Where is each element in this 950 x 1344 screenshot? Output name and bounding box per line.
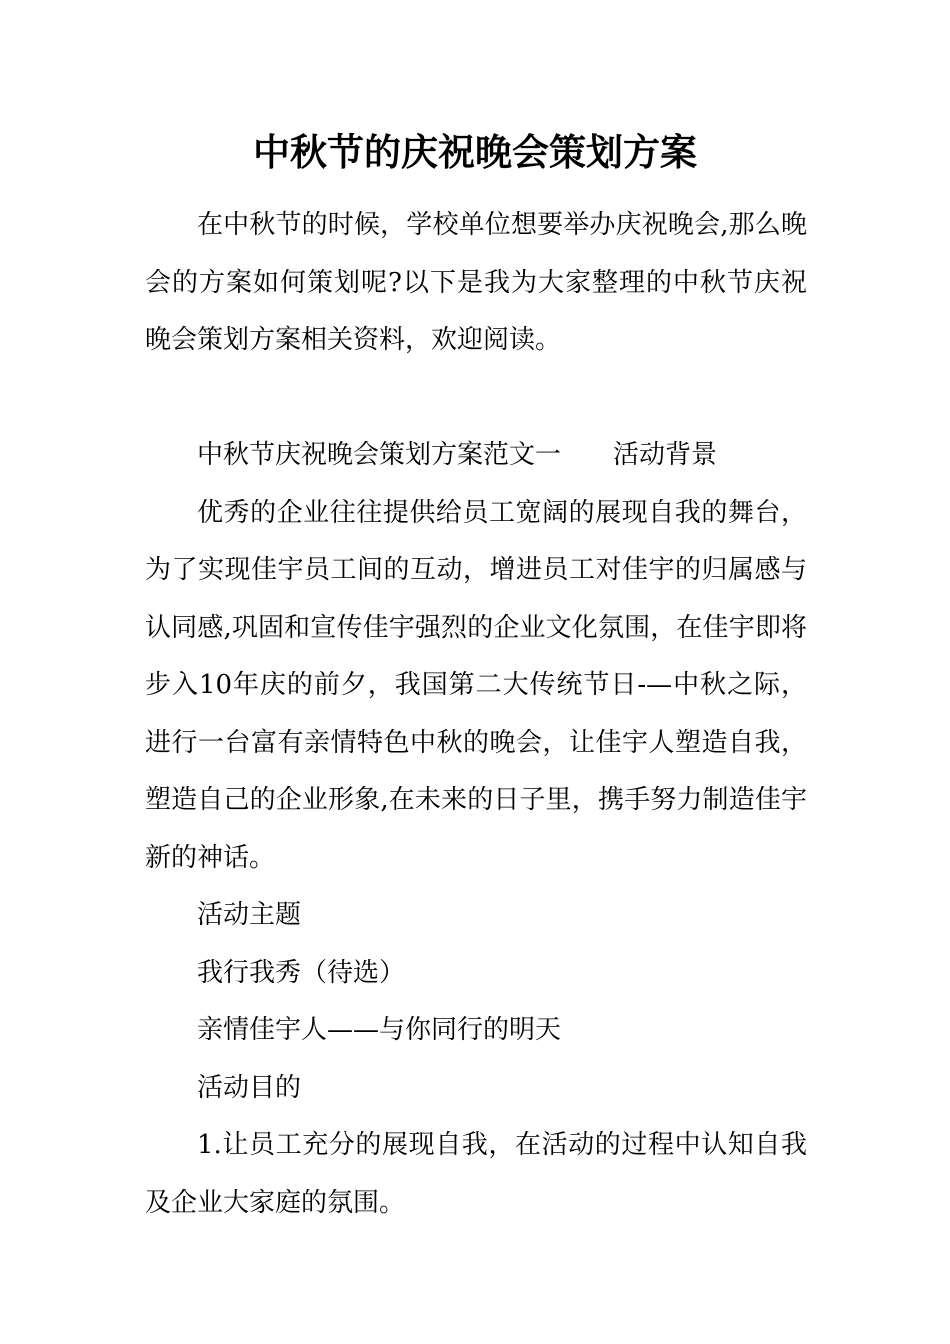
blank-line: [145, 370, 807, 428]
document-title: 中秋节的庆祝晚会策划方案: [253, 130, 697, 174]
background-paragraph: 优秀的企业往往提供给员工宽阔的展现自我的舞台，为了实现佳宇员工间的互动，增进员工对佳宇的归属感与认同感,巩固和宣传佳宇强烈的企业文化氛围，在佳宇即将步入10年庆的前夕，我国第二大传统节日-—中秋之际，进行一台富有亲情特色中秋的晚会，让佳宇人塑造自我，塑造自己的企业形象,在未来的日子里，携手努力制造佳宇新的神话。: [145, 497, 807, 873]
intro-paragraph: 在中秋节的时候，学校单位想要举办庆祝晚会,那么晚会的方案如何策划呢?以下是我为大家整理的中秋节庆祝晚会策划方案相关资料，欢迎阅读。: [145, 210, 807, 355]
section-heading-line: [145, 427, 807, 485]
background-heading: 活动背景: [613, 440, 718, 470]
theme-heading: 活动主题: [197, 900, 302, 930]
document-body: [145, 197, 807, 1232]
theme-option-1: 我行我秀（待选）: [197, 957, 406, 988]
purpose-item-1: 1.让员工充分的展现自我，在活动的过程中认知自我及企业大家庭的氛围。: [145, 1130, 807, 1218]
section-heading: 中秋节庆祝晚会策划方案范文一: [197, 440, 562, 470]
purpose-heading: 活动目的: [197, 1072, 302, 1103]
theme-option-2: 亲情佳宇人——与你同行的明天: [197, 1015, 562, 1045]
